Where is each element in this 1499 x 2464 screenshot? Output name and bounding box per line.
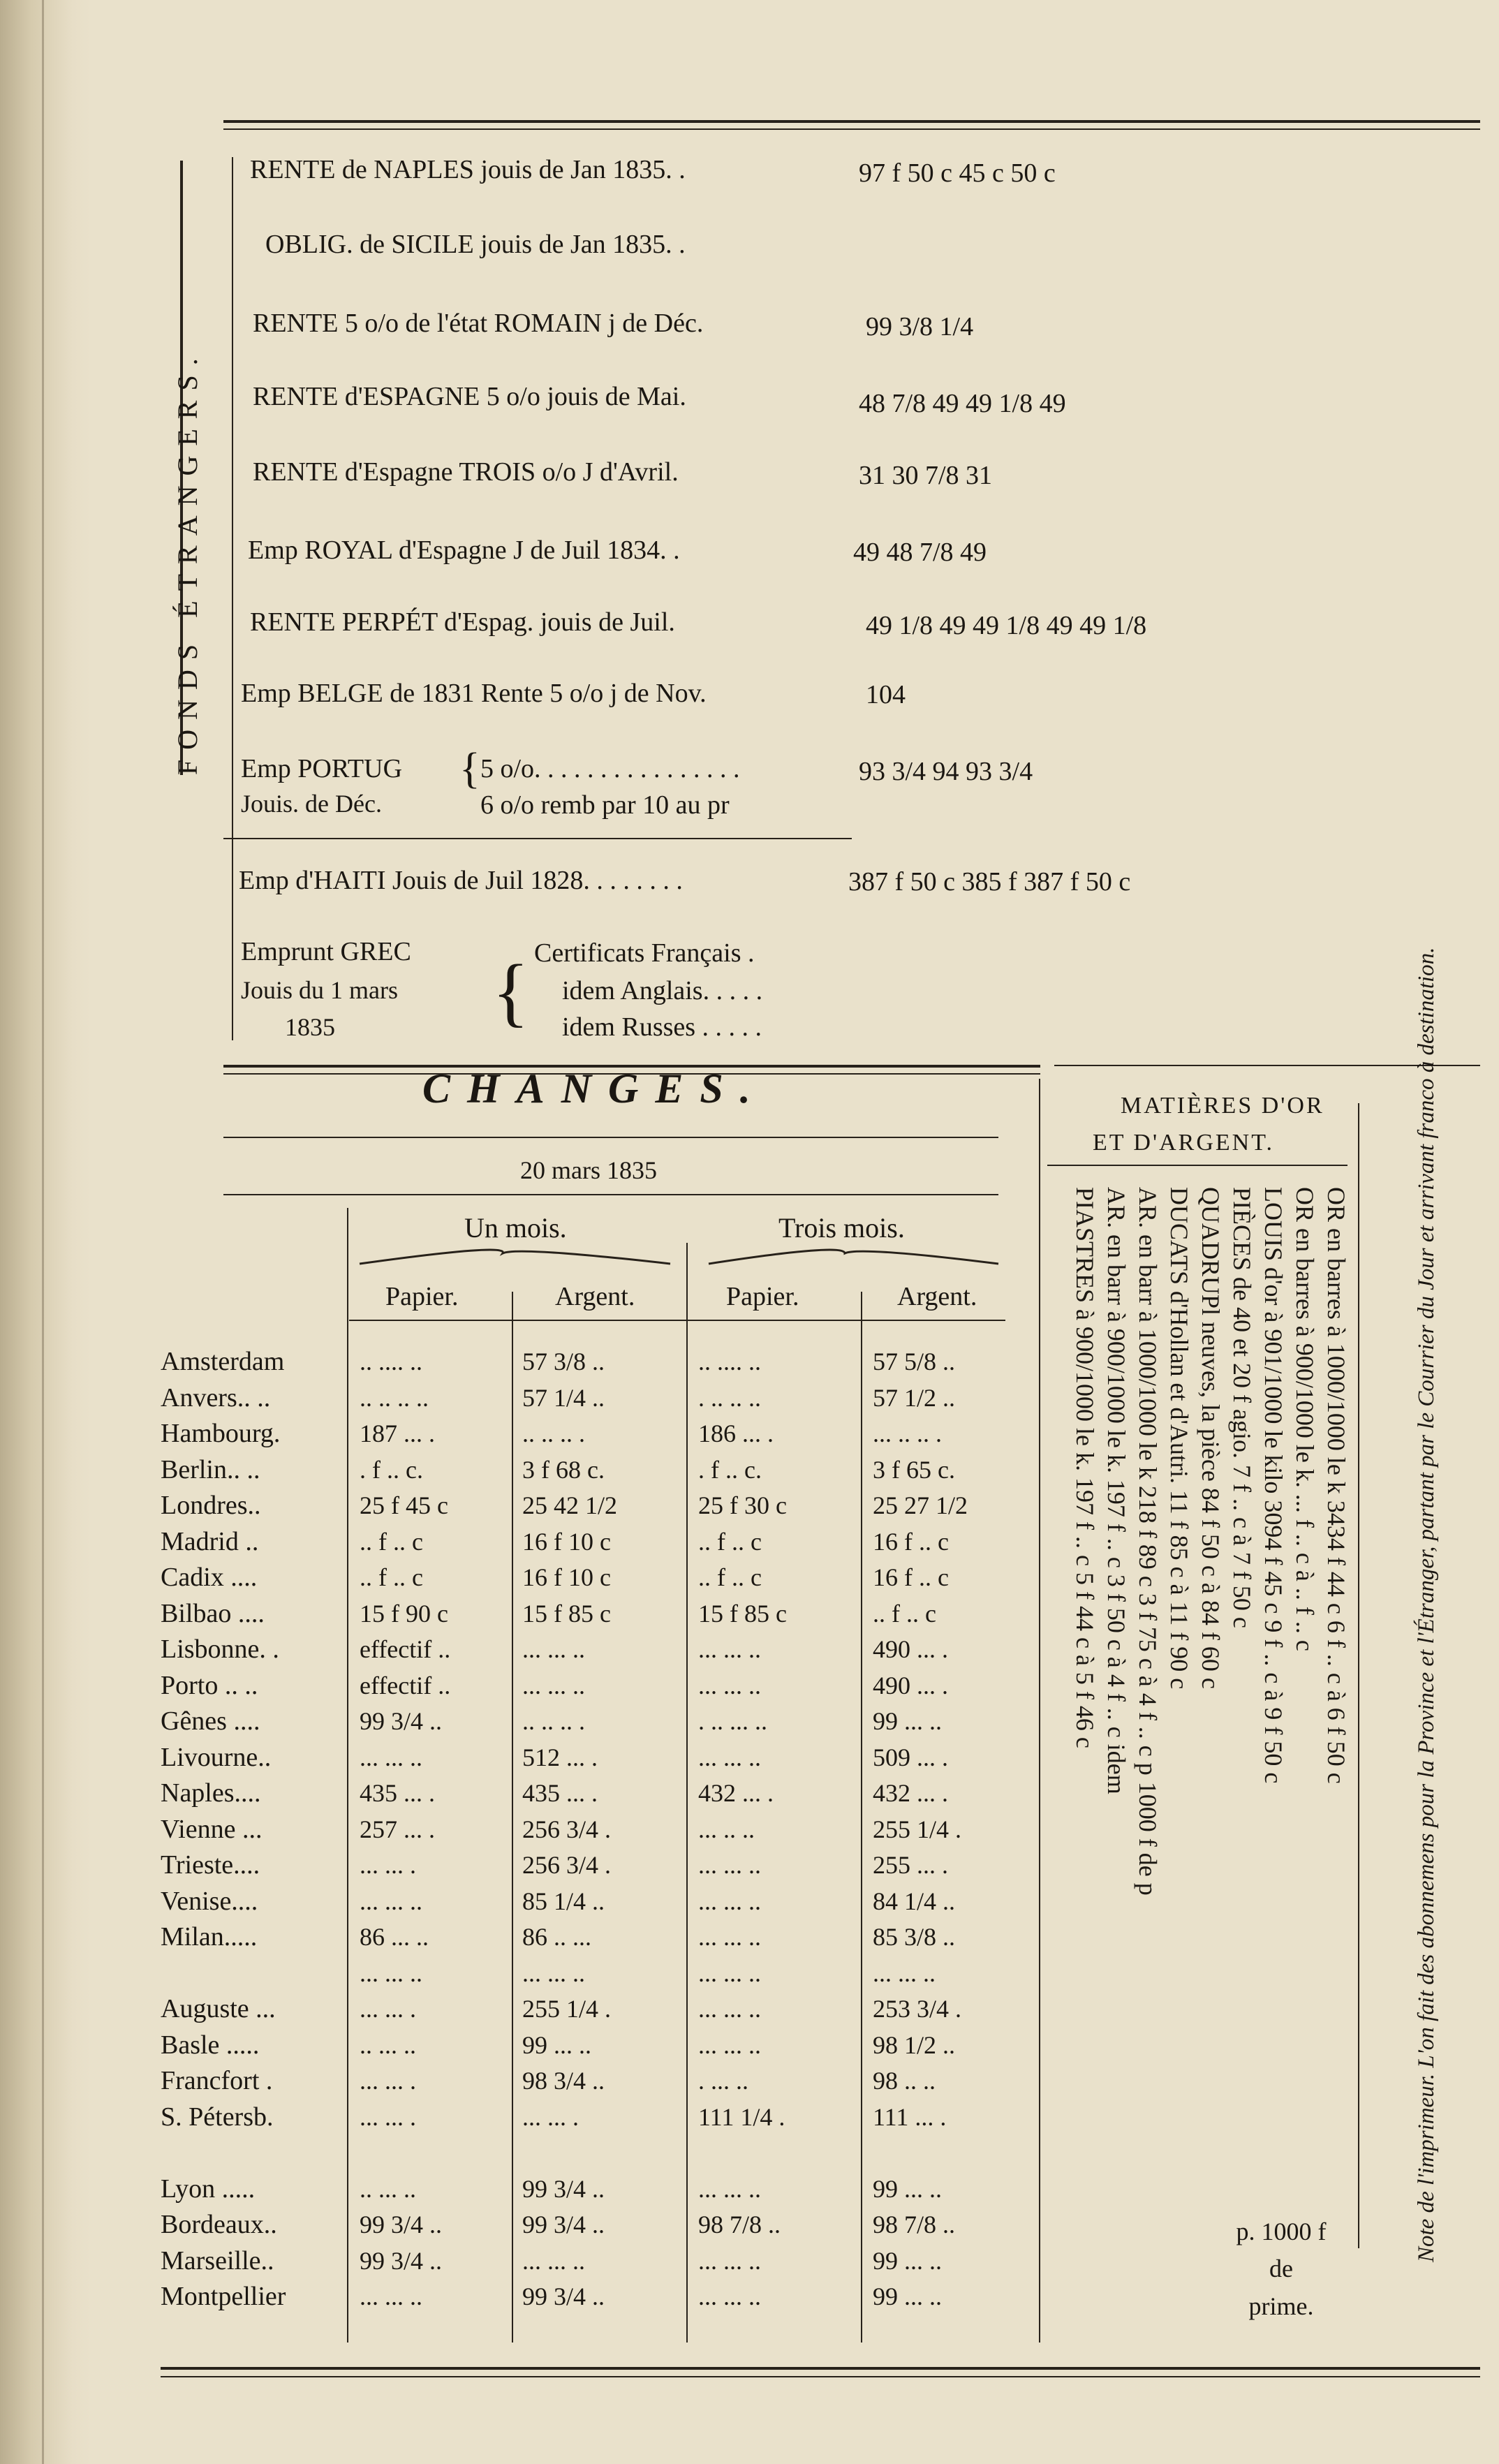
- rate-p1-15: ... ... ..: [360, 1887, 422, 1915]
- fonds-row-1-right: 97 f 50 c 45 c 50 c: [859, 158, 1056, 188]
- rate-p1-9: effectif ..: [360, 1671, 451, 1699]
- date-rule: [223, 1194, 998, 1195]
- rate-p1-13: 257 ... .: [360, 1815, 435, 1843]
- changes-title-rule: [223, 1137, 998, 1138]
- rate-a1-8: ... ... ..: [522, 1635, 585, 1663]
- col-divider-2: [512, 1292, 513, 2343]
- city-16: Milan.....: [161, 1922, 258, 1952]
- un-mois-header: Un mois.: [464, 1212, 567, 1244]
- rate-a1-23: 99 3/4 ..: [522, 2174, 605, 2203]
- rate-p1-5: .. f .. c: [360, 1527, 423, 1556]
- fonds-row-5-left: RENTE d'Espagne TROIS o/o J d'Avril.: [253, 457, 679, 487]
- col-divider-3: [686, 1243, 688, 2343]
- rate-a1-15: 85 1/4 ..: [522, 1887, 605, 1915]
- rate-a3-5: 16 f .. c: [873, 1527, 949, 1556]
- city-18: Auguste ...: [161, 1994, 276, 2023]
- rate-p1-0: .. .... ..: [360, 1348, 422, 1375]
- fonds-inner-rule: [232, 157, 233, 1040]
- city-21: S. Pétersb.: [161, 2102, 274, 2132]
- rate-a3-26: 99 ... ..: [873, 2282, 942, 2310]
- city-1: Anvers.. ..: [161, 1382, 271, 1412]
- rate-p1-23: .. ... ..: [360, 2174, 416, 2203]
- rate-a3-18: 253 3/4 .: [873, 1995, 962, 2023]
- matiere-line-5: DUCATS d'Hollan et d'Autri. 11 f 85 c à 11 f 90 c: [1165, 1187, 1193, 1690]
- rate-a1-24: 99 3/4 ..: [522, 2211, 605, 2238]
- rate-a3-13: 255 1/4 .: [873, 1815, 962, 1843]
- rate-a3-12: 432 ... .: [873, 1779, 948, 1807]
- matiere-line-6: AR. en barr à 1000/1000 le k 218 f 89 c 3 f 75 c à 4 f .. c p 1000 f de p: [1134, 1187, 1162, 1896]
- rate-p1-12: 435 ... .: [360, 1779, 435, 1807]
- rate-a3-0: 57 5/8 ..: [873, 1348, 956, 1375]
- haiti-right: 387 f 50 c 385 f 387 f 50 c: [848, 867, 1131, 897]
- rate-p3-25: ... ... ..: [698, 2246, 761, 2275]
- rate-p3-11: ... ... ..: [698, 1743, 761, 1771]
- grec-sub3: idem Russes . . . . .: [562, 1012, 762, 1042]
- city-7: Bilbao ....: [161, 1598, 265, 1628]
- rate-a3-8: 490 ... .: [873, 1635, 948, 1663]
- subhead-rule: [349, 1320, 1005, 1321]
- rate-a1-16: 86 .. ...: [522, 1923, 591, 1951]
- top-rule-thin: [223, 128, 1480, 130]
- haiti-left: Emp d'HAITI Jouis de Juil 1828. . . . . . . .: [239, 866, 683, 895]
- rate-a3-17: ... ... ..: [873, 1958, 936, 1987]
- rate-a3-1: 57 1/2 ..: [873, 1383, 956, 1412]
- rate-p1-18: ... ... .: [360, 1995, 416, 2023]
- city-15: Venise....: [161, 1886, 258, 1916]
- rate-a1-17: ... ... ..: [522, 1958, 585, 1987]
- rate-p3-1: . .. .. ..: [698, 1383, 761, 1412]
- trois-mois-header: Trois mois.: [778, 1212, 905, 1244]
- fonds-row-7-right: 49 1/8 49 49 1/8 49 49 1/8: [866, 611, 1147, 640]
- rate-a3-25: 99 ... ..: [873, 2246, 942, 2275]
- col-divider-matieres: [1039, 1079, 1040, 2343]
- rate-a3-23: 99 ... ..: [873, 2174, 942, 2203]
- matiere-line-4: QUADRUPl neuves, la pièce 84 f 50 c à 84 f 60 c: [1197, 1187, 1225, 1689]
- rate-a1-25: ... ... ..: [522, 2246, 585, 2275]
- rate-a3-21: 111 ... .: [873, 2102, 947, 2131]
- matiere-line-1: OR en barres à 900/1000 le k. ... f .. c à .. f .. c: [1291, 1187, 1319, 1651]
- rate-a1-6: 16 f 10 c: [522, 1563, 611, 1591]
- rate-a1-13: 256 3/4 .: [522, 1815, 612, 1843]
- rate-a1-21: ... ... .: [522, 2102, 579, 2131]
- rate-p1-6: .. f .. c: [360, 1563, 423, 1591]
- rate-p3-13: ... .. ..: [698, 1815, 755, 1843]
- portug-brace: {: [459, 745, 480, 792]
- city-4: Londres..: [161, 1491, 261, 1520]
- rate-p3-2: 186 ... .: [698, 1419, 774, 1447]
- rate-a1-5: 16 f 10 c: [522, 1527, 611, 1556]
- argent-header-3: Argent.: [897, 1282, 977, 1311]
- city-3: Berlin.. ..: [161, 1454, 260, 1484]
- grec-line2: Jouis du 1 mars: [241, 976, 398, 1004]
- rate-p1-17: ... ... ..: [360, 1958, 422, 1987]
- city-6: Cadix ....: [161, 1563, 258, 1592]
- city-11: Livourne..: [161, 1742, 272, 1772]
- rate-p1-19: .. ... ..: [360, 2030, 416, 2059]
- fonds-row-8-left: Emp BELGE de 1831 Rente 5 o/o j de Nov.: [241, 679, 707, 708]
- rate-a1-26: 99 3/4 ..: [522, 2282, 605, 2310]
- rate-a3-20: 98 .. ..: [873, 2067, 936, 2095]
- rate-p1-2: 187 ... .: [360, 1419, 435, 1447]
- prime-line2: de: [1269, 2255, 1293, 2282]
- fonds-row-4-left: RENTE d'ESPAGNE 5 o/o jouis de Mai.: [253, 382, 686, 411]
- rate-p3-19: ... ... ..: [698, 2030, 761, 2059]
- rate-p1-1: .. .. .. ..: [360, 1383, 429, 1412]
- rate-p3-18: ... ... ..: [698, 1995, 761, 2023]
- fonds-row-2-left: OBLIG. de SICILE jouis de Jan 1835. .: [265, 230, 686, 259]
- matieres-title-1: MATIÈRES D'OR: [1121, 1093, 1324, 1119]
- bottom-rule: [161, 2367, 1480, 2370]
- book-binding: [0, 0, 91, 2464]
- rate-p3-6: .. f .. c: [698, 1563, 762, 1591]
- city-8: Lisbonne. .: [161, 1635, 279, 1664]
- city-12: Naples....: [161, 1778, 261, 1808]
- rate-p3-21: 111 1/4 .: [698, 2102, 785, 2131]
- rate-a3-9: 490 ... .: [873, 1671, 948, 1699]
- rate-a1-14: 256 3/4 .: [522, 1851, 612, 1879]
- city-24: Bordeaux..: [161, 2210, 277, 2239]
- rate-a3-2: ... .. .. .: [873, 1419, 942, 1447]
- rate-p3-0: .. .... ..: [698, 1348, 761, 1375]
- rate-p3-10: . .. ... ..: [698, 1707, 767, 1735]
- header-brackets: [356, 1243, 1005, 1271]
- matiere-line-0: OR en barres à 1000/1000 le k 3434 f 44 c 6 f .. c à 6 f 50 c: [1322, 1187, 1350, 1784]
- matiere-line-7: AR. en barr à 900/1000 le k. 197 f .. c 3 f 50 c à 4 f .. c idem: [1102, 1187, 1130, 1794]
- portug-sub1: 5 o/o. . . . . . . . . . . . . . . .: [480, 754, 740, 783]
- fonds-row-5-right: 31 30 7/8 31: [859, 461, 993, 490]
- grec-line1: Emprunt GREC: [241, 937, 411, 966]
- fonds-row-8-right: 104: [866, 680, 906, 709]
- city-19: Basle .....: [161, 2030, 260, 2060]
- rate-p3-14: ... ... ..: [698, 1851, 761, 1879]
- prime-line3: prime.: [1248, 2292, 1314, 2320]
- grec-sub1: Certificats Français .: [534, 938, 755, 968]
- fonds-row-4-right: 48 7/8 49 49 1/8 49: [859, 389, 1066, 418]
- rate-p3-24: 98 7/8 ..: [698, 2211, 781, 2238]
- haiti-rule: [223, 838, 852, 839]
- rate-a1-12: 435 ... .: [522, 1779, 598, 1807]
- rate-a1-3: 3 f 68 c.: [522, 1455, 605, 1484]
- rate-p3-7: 15 f 85 c: [698, 1599, 787, 1628]
- city-5: Madrid ..: [161, 1526, 259, 1556]
- rate-p3-9: ... ... ..: [698, 1671, 761, 1699]
- fonds-row-6-right: 49 48 7/8 49: [853, 538, 987, 567]
- city-23: Lyon .....: [161, 2174, 256, 2204]
- rate-a1-10: .. .. .. .: [522, 1707, 585, 1735]
- rate-p1-11: ... ... ..: [360, 1743, 422, 1771]
- binding-edge: [42, 0, 44, 2464]
- rate-p3-8: ... ... ..: [698, 1635, 761, 1663]
- rate-p1-26: ... ... ..: [360, 2282, 422, 2310]
- rate-a1-11: 512 ... .: [522, 1743, 598, 1771]
- prime-line1: p. 1000 f: [1236, 2218, 1327, 2245]
- papier-header-1: Papier.: [385, 1282, 459, 1311]
- portug-line1: Emp PORTUG: [241, 754, 403, 783]
- rate-a1-1: 57 1/4 ..: [522, 1383, 605, 1412]
- top-rule: [223, 120, 1480, 123]
- grec-sub2: idem Anglais. . . . .: [562, 976, 763, 1005]
- rate-p1-4: 25 f 45 c: [360, 1491, 448, 1519]
- rate-a3-16: 85 3/8 ..: [873, 1923, 956, 1951]
- col-divider-1: [347, 1208, 348, 2343]
- matiere-line-2: LOUIS d'or à 901/1000 le kilo 3094 f 45 c 9 f .. c à 9 f 50 c: [1260, 1187, 1287, 1784]
- city-20: Francfort .: [161, 2066, 273, 2095]
- rate-a3-10: 99 ... ..: [873, 1707, 942, 1735]
- rate-a1-9: ... ... ..: [522, 1671, 585, 1699]
- rate-a3-6: 16 f .. c: [873, 1563, 949, 1591]
- grec-line3: 1835: [285, 1013, 335, 1041]
- changes-title: CHANGES.: [422, 1065, 767, 1112]
- fonds-row-3-left: RENTE 5 o/o de l'état ROMAIN j de Déc.: [253, 309, 704, 338]
- city-25: Marseille..: [161, 2245, 274, 2275]
- matiere-line-3: PIÈCES de 40 et 20 f agio. 7 f .. c à 7 f 50 c: [1228, 1187, 1256, 1628]
- rate-a1-7: 15 f 85 c: [522, 1599, 611, 1628]
- rate-p3-5: .. f .. c: [698, 1527, 762, 1556]
- rate-a1-20: 98 3/4 ..: [522, 2067, 605, 2095]
- city-13: Vienne ...: [161, 1814, 263, 1844]
- city-9: Porto .. ..: [161, 1670, 258, 1700]
- rate-a3-14: 255 ... .: [873, 1851, 948, 1879]
- portug-value: 93 3/4 94 93 3/4: [859, 757, 1033, 786]
- rate-a3-3: 3 f 65 c.: [873, 1455, 955, 1484]
- rate-p1-24: 99 3/4 ..: [360, 2211, 443, 2238]
- rate-p3-16: ... ... ..: [698, 1923, 761, 1951]
- rate-p3-15: ... ... ..: [698, 1887, 761, 1915]
- city-0: Amsterdam: [161, 1347, 285, 1376]
- rate-a3-19: 98 1/2 ..: [873, 2030, 956, 2059]
- printer-note: Note de l'imprimeur. L'on fait des abonnemens pour la Province et l'Étranger, partant par le Courrier du Jour et arrivant franco à destination.: [1414, 947, 1439, 2262]
- rate-a3-11: 509 ... .: [873, 1743, 948, 1771]
- rate-a3-24: 98 7/8 ..: [873, 2211, 956, 2238]
- city-10: Gênes ....: [161, 1706, 260, 1736]
- changes-date: 20 mars 1835: [520, 1156, 657, 1184]
- grec-brace: {: [492, 949, 529, 1034]
- rate-p3-3: . f .. c.: [698, 1455, 762, 1484]
- rate-a1-0: 57 3/8 ..: [522, 1348, 605, 1375]
- rate-a3-4: 25 27 1/2: [873, 1491, 968, 1519]
- note-rule: [1358, 1103, 1359, 2248]
- fonds-row-3-right: 99 3/8 1/4: [866, 312, 974, 341]
- rate-a3-7: .. f .. c: [873, 1599, 936, 1628]
- fonds-row-1-left: RENTE de NAPLES jouis de Jan 1835. .: [250, 155, 686, 184]
- rate-p1-8: effectif ..: [360, 1635, 451, 1663]
- argent-header-1: Argent.: [555, 1282, 635, 1311]
- rate-p3-12: 432 ... .: [698, 1779, 774, 1807]
- rate-p3-20: . ... ..: [698, 2067, 748, 2095]
- matieres-title-2: ET D'ARGENT.: [1093, 1130, 1274, 1156]
- rate-a1-2: .. .. .. .: [522, 1419, 585, 1447]
- rate-a1-18: 255 1/4 .: [522, 1995, 612, 2023]
- fonds-row-6-left: Emp ROYAL d'Espagne J de Juil 1834. .: [248, 536, 680, 565]
- city-2: Hambourg.: [161, 1419, 281, 1448]
- portug-line2: Jouis. de Déc.: [241, 790, 382, 818]
- rate-p1-25: 99 3/4 ..: [360, 2246, 443, 2275]
- fonds-row-7-left: RENTE PERPÉT d'Espag. jouis de Juil.: [250, 607, 675, 637]
- fonds-etrangers-label: FONDS ÉTRANGERS.: [172, 348, 203, 775]
- rate-p1-3: . f .. c.: [360, 1455, 423, 1484]
- city-26: Montpellier: [161, 2282, 286, 2311]
- rate-p3-4: 25 f 30 c: [698, 1491, 787, 1519]
- rate-p1-21: ... ... .: [360, 2102, 416, 2131]
- col-divider-4: [861, 1292, 862, 2343]
- rate-p3-23: ... ... ..: [698, 2174, 761, 2203]
- rate-p1-7: 15 f 90 c: [360, 1599, 448, 1628]
- matiere-line-8: PIASTRES à 900/1000 le k. 197 f .. c 5 f 44 c à 5 f 46 c: [1071, 1187, 1099, 1748]
- rate-p1-20: ... ... .: [360, 2067, 416, 2095]
- rate-p3-17: ... ... ..: [698, 1958, 761, 1987]
- rate-p3-26: ... ... ..: [698, 2282, 761, 2310]
- rate-p1-10: 99 3/4 ..: [360, 1707, 443, 1735]
- rate-p1-14: ... ... .: [360, 1851, 416, 1879]
- papier-header-3: Papier.: [726, 1282, 799, 1311]
- bottom-rule-thin: [161, 2376, 1480, 2377]
- matieres-rule: [1047, 1165, 1347, 1166]
- rate-a1-19: 99 ... ..: [522, 2030, 591, 2059]
- rate-a1-4: 25 42 1/2: [522, 1491, 618, 1519]
- city-14: Trieste....: [161, 1850, 260, 1880]
- portug-sub2: 6 o/o remb par 10 au pr: [480, 790, 730, 820]
- rate-p1-16: 86 ... ..: [360, 1923, 429, 1951]
- rate-a3-15: 84 1/4 ..: [873, 1887, 956, 1915]
